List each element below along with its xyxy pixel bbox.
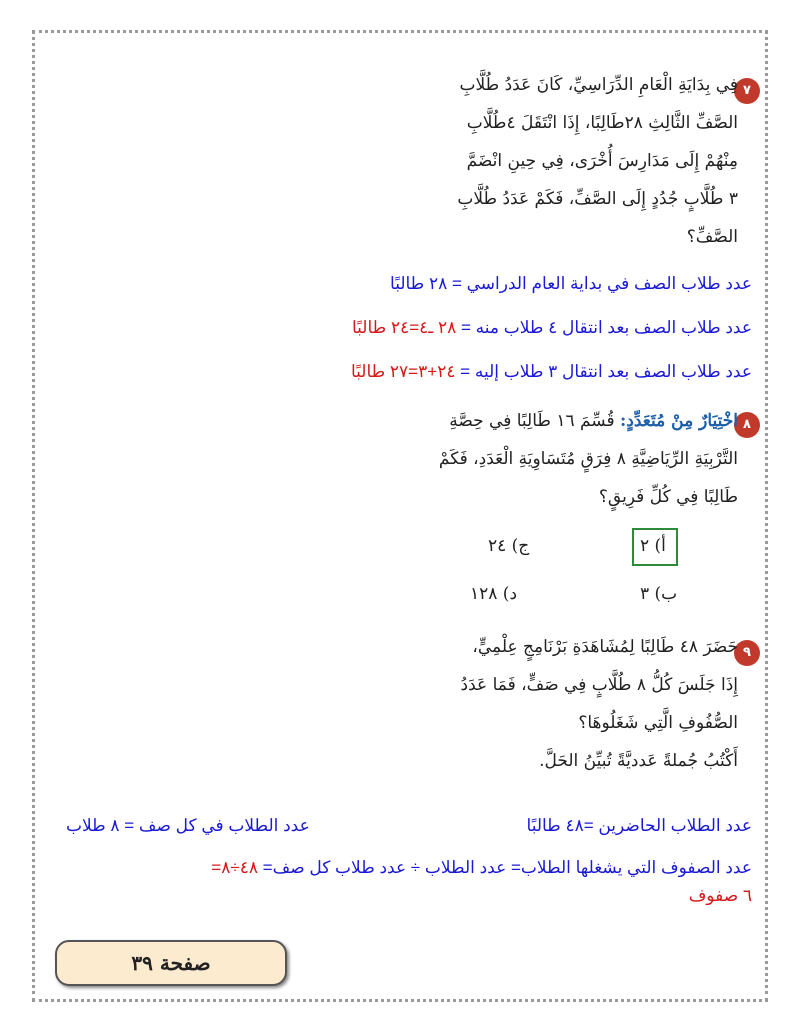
- choice-d: د) ١٢٨: [470, 584, 518, 604]
- question-8-number: ٨: [734, 412, 760, 438]
- answer-9-line-2-result: ٤٨÷٨=: [211, 858, 258, 877]
- choice-a: أ) ٢: [640, 536, 666, 556]
- answer-7-line-2-text: عدد طلاب الصف بعد انتقال ٤ طلاب منه =: [456, 318, 752, 337]
- question-7-line: الصَّفِّ الثَّالِثِ ٢٨طَالِبًا، إِذَا انْتَقَلَ ٤طُلَّابِ: [466, 113, 738, 133]
- question-7-text: [457, 66, 738, 256]
- question-7-line: الصَّفِّ؟: [686, 227, 738, 247]
- answer-7-line-2: [352, 318, 752, 338]
- question-8-line-2: التَّرْبِيَةِ الرِّيَاضِيَّةِ ٨ فِرَقٍ مُتَسَاوِيَةِ الْعَدَدِ، فَكَمْ: [438, 449, 738, 469]
- question-9-text: [461, 628, 738, 780]
- answer-9-students-present: عدد الطلاب الحاضرين =٤٨ طالبًا: [526, 816, 752, 835]
- answer-7-line-3: [351, 362, 752, 382]
- question-8-line-3: طَالِبًا فِي كُلِّ فَرِيقٍ؟: [598, 487, 738, 507]
- multiple-choice-label: اخْتِيَارٌ مِنْ مُتَعَدِّدٍ:: [620, 411, 738, 431]
- question-7-line: ٣ طُلَّابٍ جُدُدٍ إِلَى الصَّفِّ، فَكَمْ عَدَدُ طُلَّابِ: [457, 189, 738, 209]
- question-9-line: أَكْتُبُ جُملةً عَدديَّةً تُبيِّنُ الحَلَّ.: [539, 751, 738, 771]
- answer-9-students-per-row: عدد الطلاب في كل صف = ٨ طلاب: [66, 816, 310, 835]
- answer-9-line-2: [211, 858, 752, 878]
- answer-7-line-3-text: عدد طلاب الصف بعد انتقال ٣ طلاب إليه =: [455, 362, 752, 381]
- answer-7-line-2-result: ٢٨ ـ٤=٢٤ طالبًا: [351, 318, 457, 337]
- question-7-line: مِنْهُمْ إِلَى مَدَارِسَ أُخْرَى، فِي حِينِ انْضَمَّ: [466, 151, 738, 171]
- answer-9-line-2-text: عدد الصفوف التي يشغلها الطلاب= عدد الطلاب ÷ عدد طلاب كل صف=: [257, 858, 752, 877]
- question-7-number: ٧: [734, 78, 760, 104]
- answer-7-line-3-result: ٢٤+٣=٢٧ طالبًا: [350, 362, 456, 381]
- choice-b: ب) ٣: [640, 584, 678, 604]
- page-number-box: صفحة ٣٩: [55, 940, 287, 986]
- answer-7-line-1: عدد طلاب الصف في بداية العام الدراسي = ٢٨ طالبًا: [390, 274, 752, 293]
- choice-c: ج) ٢٤: [488, 536, 530, 556]
- answer-9-line-3: ٦ صفوف: [688, 886, 752, 905]
- question-9-line: الصُّفُوفِ الَّتِي شَغَلُوهَا؟: [578, 713, 738, 733]
- question-7-line: فِي بِدَايَةِ الْعَامِ الدِّرَاسِيِّ، كَانَ عَدَدُ طُلَّابِ: [459, 75, 738, 95]
- question-8-line-1-rest: قُسِّمَ ١٦ طَالِبًا فِي حِصَّةِ: [449, 411, 615, 431]
- question-9-line: حَضَرَ ٤٨ طَالِبًا لِمُشَاهَدَةِ بَرْنَامِجٍ عِلْمِيٍّ،: [472, 637, 738, 657]
- question-8-text: [439, 402, 738, 516]
- question-8-line-1: [439, 402, 738, 440]
- question-9-line: إِذَا جَلَسَ كُلُّ ٨ طُلَّابٍ فِي صَفٍّ، فَمَا عَدَدُ: [460, 675, 738, 695]
- question-9-number: ٩: [734, 640, 760, 666]
